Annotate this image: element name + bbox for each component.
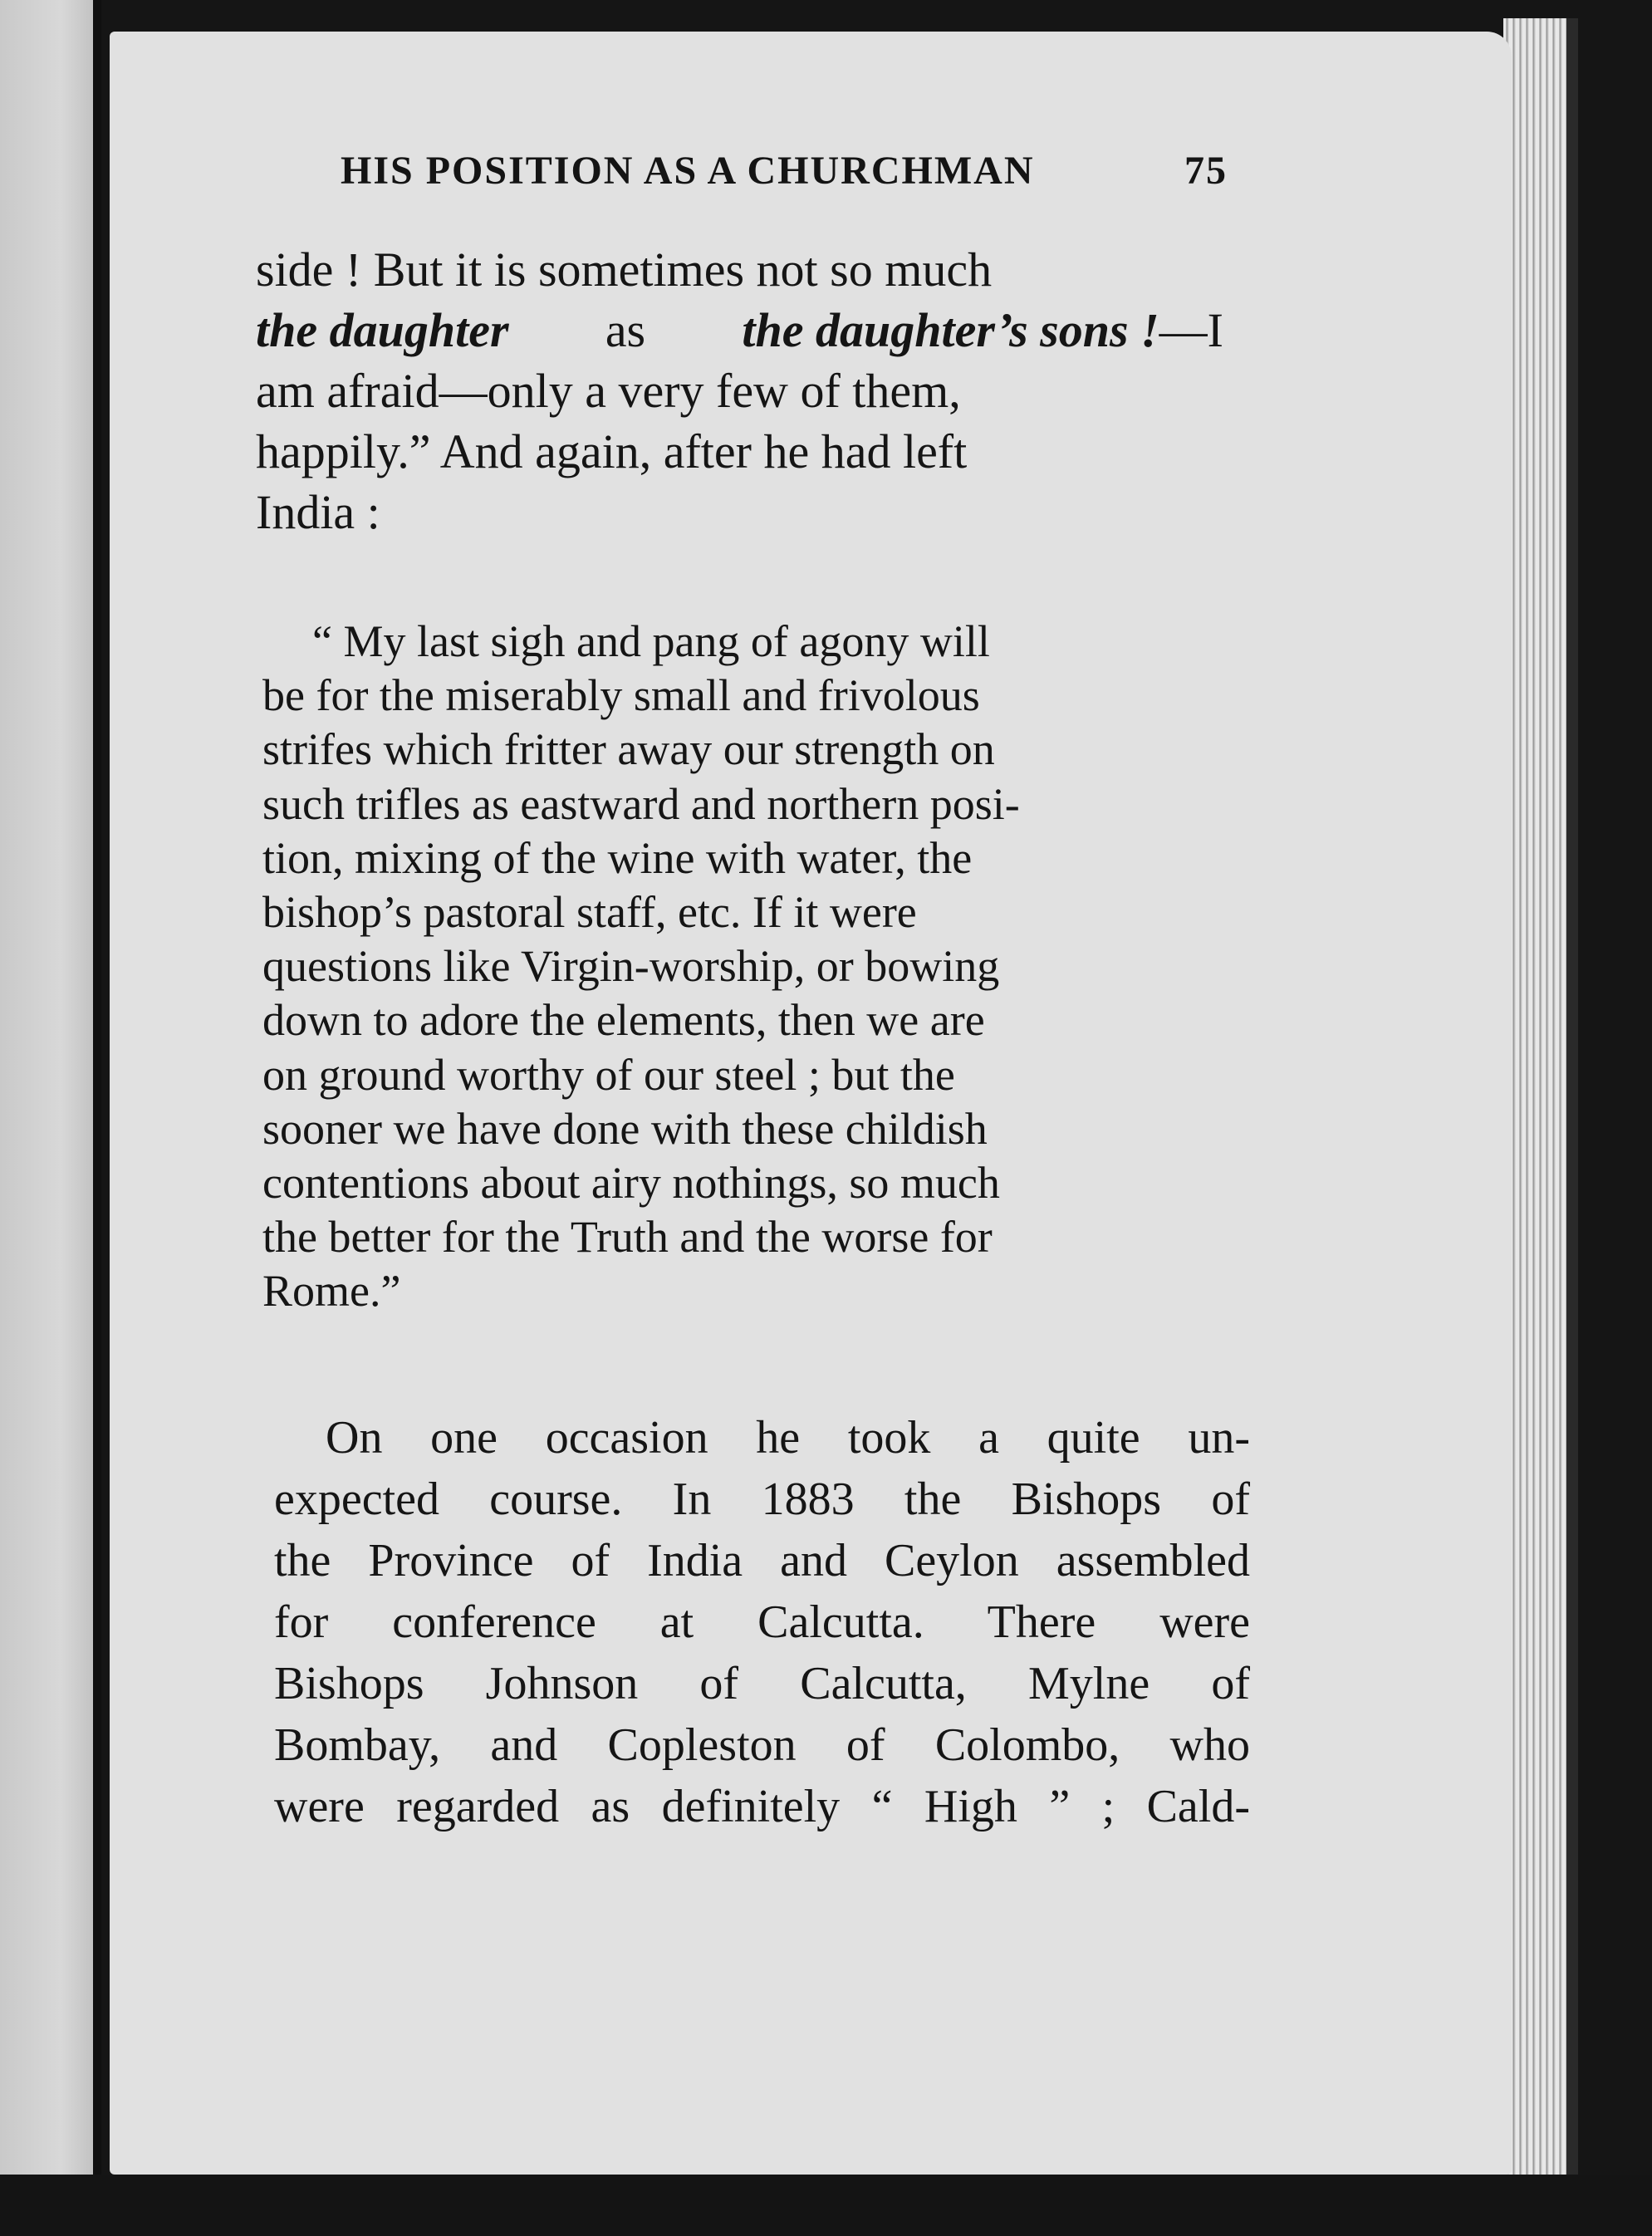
- running-header: [341, 148, 1228, 206]
- text-line: be for the miserably small and frivolous: [262, 670, 980, 721]
- text-line: sooner we have done with these childish: [262, 1103, 988, 1154]
- scan-border: [0, 2175, 1652, 2236]
- text-line: expected course. In 1883 the Bishops of: [274, 1474, 1250, 1525]
- text-fragment: as: [605, 303, 646, 357]
- text-line: tion, mixing of the wine with water, the: [262, 832, 973, 883]
- text-line: Bombay, and Copleston of Colombo, who: [274, 1719, 1250, 1771]
- italic-phrase: the daughter’s sons !: [742, 303, 1159, 357]
- text-line: the Province of India and Ceylon assembled: [274, 1535, 1250, 1586]
- page-number: 75: [1184, 149, 1228, 193]
- block-quote: [262, 615, 1236, 1319]
- text-line: were regarded as definitely “ High ” ; Cald-: [274, 1781, 1250, 1832]
- text-line: such trifles as eastward and northern posi-: [262, 778, 1020, 829]
- text-fragment: —I: [1159, 303, 1223, 357]
- text-line: On one occasion he took a quite un-: [326, 1412, 1250, 1464]
- text-line: [256, 300, 1223, 360]
- text-line: am afraid—only a very few of them,: [256, 364, 961, 418]
- text-line: for conference at Calcutta. There were: [274, 1596, 1250, 1648]
- italic-phrase: the daughter: [256, 303, 509, 357]
- text-line: on ground worthy of our steel ; but the: [262, 1049, 955, 1100]
- text-line: India :: [256, 485, 380, 539]
- text-line: contentions about airy nothings, so much: [262, 1158, 1000, 1209]
- book-gutter: [93, 0, 101, 2236]
- paragraph: [274, 1407, 1250, 1837]
- text-line: down to adore the elements, then we are: [262, 995, 985, 1046]
- paragraph-continued: [256, 239, 1223, 542]
- text-line: strifes which fritter away our strength on: [262, 724, 995, 775]
- text-line: the better for the Truth and the worse for: [262, 1212, 993, 1263]
- text-line: bishop’s pastoral staff, etc. If it were: [262, 887, 917, 938]
- text-line: “ My last sigh and pang of agony will: [312, 616, 990, 666]
- text-line: questions like Virgin-worship, or bowing: [262, 941, 1000, 992]
- facing-page-edge: [0, 0, 101, 2236]
- running-title: HIS POSITION AS A CHURCHMAN: [341, 149, 1035, 193]
- text-line: Bishops Johnson of Calcutta, Mylne of: [274, 1658, 1250, 1709]
- text-line: side ! But it is sometimes not so much: [256, 243, 993, 297]
- text-line: Rome.”: [262, 1266, 401, 1317]
- page-stack-edge: [1503, 18, 1578, 2186]
- text-line: happily.” And again, after he had left: [256, 424, 968, 478]
